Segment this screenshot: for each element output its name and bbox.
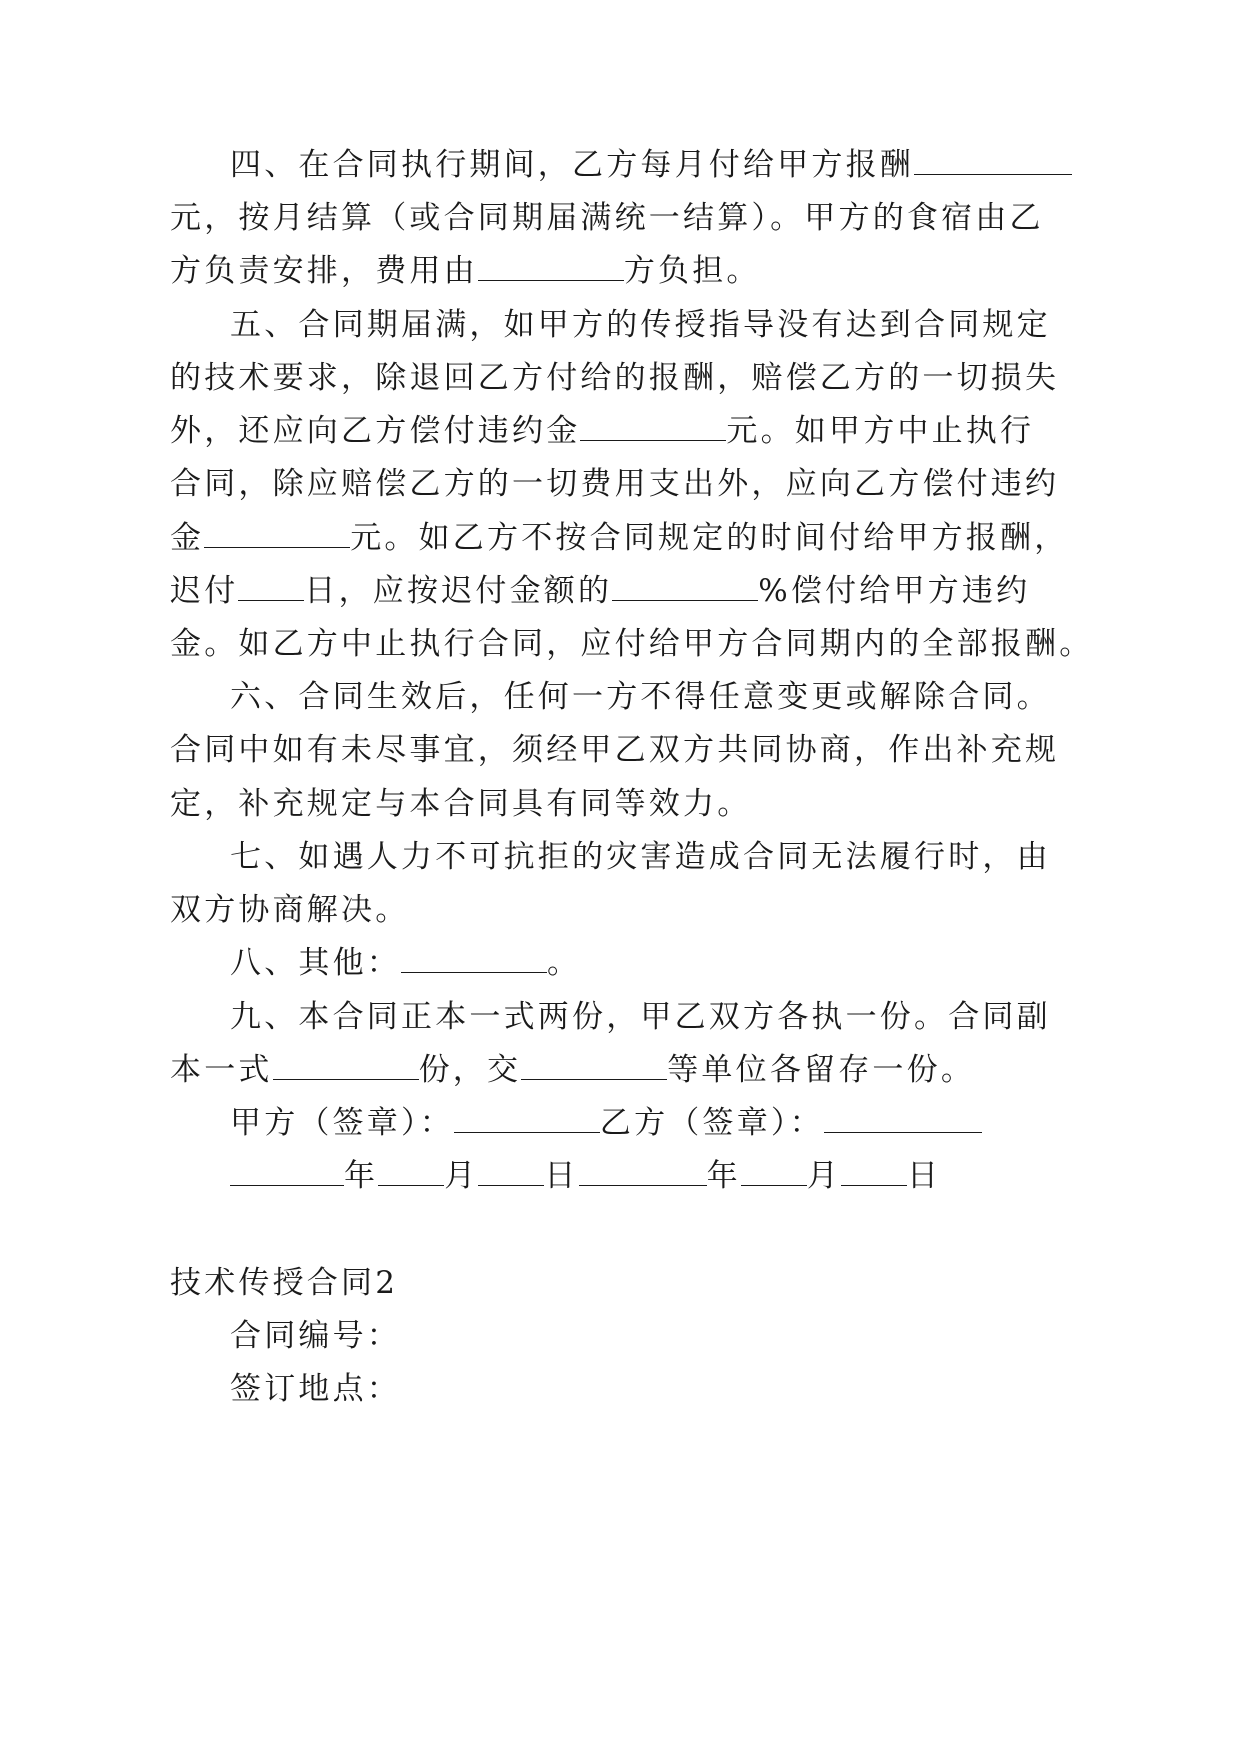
clause-4-line-3 — [170, 252, 761, 290]
clause-4-text-3a: 方负责安排，费用由 — [170, 253, 478, 289]
party-a-year-blank — [230, 1157, 344, 1186]
clause-5-text-5a: 金 — [170, 520, 205, 556]
clause-5-text-6a: 迟付 — [170, 573, 239, 609]
expense-party-blank — [478, 252, 624, 281]
party-a-month-blank — [378, 1157, 444, 1186]
section-2-title: 技术传授合同2 — [170, 1265, 399, 1301]
party-b-signature-label: 乙方（签章）： — [599, 1105, 824, 1141]
year-label-2: 年 — [706, 1158, 741, 1194]
clause-4-line-1 — [230, 146, 1072, 184]
year-label: 年 — [344, 1158, 379, 1194]
clause-5-line-7: 金。如乙方中止执行合同，应付给甲方合同期内的全部报酬。 — [170, 626, 1094, 662]
late-percent-blank — [612, 572, 758, 601]
payment-blank — [914, 146, 1072, 175]
day-label: 日 — [544, 1158, 579, 1194]
other-blank — [401, 944, 547, 973]
party-b-year-blank — [579, 1157, 707, 1186]
clause-4-text: 四、在合同执行期间，乙方每月付给甲方报酬 — [230, 147, 914, 183]
month-label-2: 月 — [806, 1158, 842, 1194]
clause-5-text-3a: 外，还应向乙方偿付违约金 — [170, 413, 581, 449]
clause-5-line-5 — [170, 519, 1068, 557]
clause-5-text-5b: 元。如乙方不按合同规定的时间付给甲方报酬， — [350, 520, 1069, 556]
clause-6-line-3: 定，补充规定与本合同具有同等效力。 — [170, 786, 752, 822]
party-a-signature-blank — [454, 1104, 600, 1133]
contract-number-label: 合同编号： — [230, 1318, 401, 1354]
clause-9-text-b: 份，交 — [418, 1052, 522, 1088]
clause-5-line-6 — [170, 572, 1030, 610]
day-label-2: 日 — [907, 1158, 942, 1194]
clause-8-text-a: 八、其他： — [230, 945, 401, 981]
month-label: 月 — [444, 1158, 479, 1194]
clause-4-line-2: 元，按月结算（或合同期届满统一结算）。甲方的食宿由乙 — [170, 200, 1044, 236]
clause-5-line-2: 的技术要求，除退回乙方付给的报酬，赔偿乙方的一切损失 — [170, 360, 1060, 396]
clause-5-text-6c: %偿付给甲方违约 — [758, 573, 1031, 609]
penalty-blank-1 — [580, 412, 726, 441]
clause-5-line-3 — [170, 412, 1034, 450]
signature-line — [230, 1104, 982, 1142]
clause-5-text-3b: 元。如甲方中止执行 — [726, 413, 1035, 449]
units-blank — [521, 1051, 667, 1080]
copies-blank — [273, 1051, 419, 1080]
signing-place-label: 签订地点： — [230, 1371, 401, 1407]
clause-7-line-1: 七、如遇人力不可抗拒的灾害造成合同无法履行时，由 — [230, 839, 1051, 875]
clause-6-line-1: 六、合同生效后，任何一方不得任意变更或解除合同。 — [230, 679, 1051, 715]
party-b-day-blank — [841, 1157, 907, 1186]
party-b-month-blank — [741, 1157, 807, 1186]
clause-9-text-c: 等单位各留存一份。 — [667, 1052, 976, 1088]
party-a-signature-label: 甲方（签章）： — [230, 1105, 454, 1141]
party-b-signature-blank — [824, 1104, 982, 1133]
clause-9-text-a: 本一式 — [170, 1052, 273, 1088]
late-days-blank — [238, 572, 304, 601]
clause-9-line-2 — [170, 1051, 975, 1089]
party-a-day-blank — [478, 1157, 544, 1186]
clause-5-line-4: 合同，除应赔偿乙方的一切费用支出外，应向乙方偿付违约 — [170, 466, 1060, 502]
clause-6-line-2: 合同中如有未尽事宜，须经甲乙双方共同协商，作出补充规 — [170, 732, 1060, 768]
clause-5-text-6b: 日，应按迟付金额的 — [304, 573, 613, 609]
date-line — [230, 1157, 941, 1195]
clause-8-line — [230, 944, 581, 982]
clause-4-text-3b: 方负担。 — [623, 253, 761, 289]
penalty-blank-2 — [204, 519, 350, 548]
clause-9-line-1: 九、本合同正本一式两份，甲乙双方各执一份。合同副 — [230, 999, 1051, 1035]
clause-8-text-b: 。 — [547, 945, 582, 981]
clause-7-line-2: 双方协商解决。 — [170, 892, 410, 928]
clause-5-line-1: 五、合同期届满，如甲方的传授指导没有达到合同规定 — [230, 307, 1051, 343]
